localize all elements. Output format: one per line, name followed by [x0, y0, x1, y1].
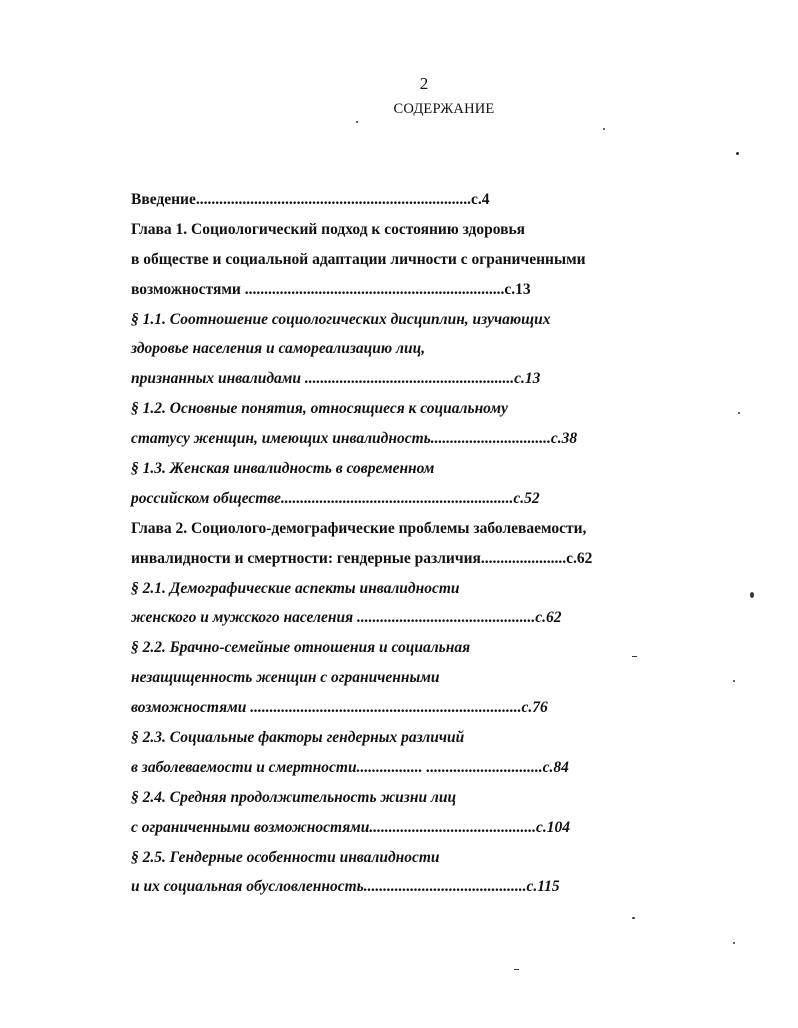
toc-entry: незащищенность женщин с ограниченными: [131, 669, 440, 687]
scan-speck: [733, 942, 735, 944]
toc-entry: Глава 2. Социолого-демографические проблемы заболеваемости,: [131, 519, 587, 537]
toc-entry: § 2.3. Социальные факторы гендерных различий: [131, 729, 465, 747]
scan-speck: [733, 680, 735, 682]
scan-speck: [632, 656, 637, 657]
scan-speck: [603, 128, 605, 130]
toc-entry: § 2.1. Демографические аспекты инвалидности: [131, 579, 460, 597]
toc-entry: российском обществе............................................................с.52: [131, 489, 540, 507]
toc-entry: статусу женщин, имеющих инвалидность...............................с.38: [131, 430, 578, 448]
page-title: СОДЕРЖАНИЕ: [393, 101, 495, 117]
toc-entry: § 2.5. Гендерные особенности инвалидности: [131, 848, 440, 866]
toc-entry: и их социальная обусловленность..........................................с.115: [131, 878, 560, 896]
scan-speck: [736, 152, 739, 155]
toc-entry: § 1.1. Соотношение социологических дисциплин, изучающих: [131, 310, 551, 328]
scan-speck: [738, 412, 740, 414]
table-of-contents: [131, 187, 711, 904]
toc-entry: Введение.......................................................................с.4: [131, 191, 490, 208]
toc-entry: в обществе и социальной адаптации личности с ограниченными: [131, 250, 586, 268]
scan-speck: [632, 917, 635, 919]
toc-entry: возможностями ......................................................................с.76: [131, 699, 548, 717]
toc-entry: Глава 1. Социологический подход к состоянию здоровья: [131, 220, 526, 238]
toc-entry: женского и мужского населения ..............................................с.62: [131, 609, 562, 627]
toc-entry: § 2.2. Брачно-семейные отношения и социальная: [131, 639, 471, 657]
toc-entry: в заболеваемости и смертности................. ..............................с.84: [131, 758, 569, 776]
page-number: 2: [419, 74, 429, 93]
toc-entry: здоровье населения и самореализацию лиц,: [131, 340, 426, 358]
toc-entry: признанных инвалидами ......................................................с.13: [131, 370, 541, 388]
toc-entry: § 1.2. Основные понятия, относящиеся к социальному: [131, 400, 508, 418]
toc-entry: § 2.4. Средняя продолжительность жизни лиц: [131, 788, 457, 806]
scan-speck: [514, 969, 519, 970]
scan-speck: [356, 121, 358, 123]
toc-entry: инвалидности и смертности: гендерные различия......................с.62: [131, 549, 593, 567]
toc-entry: с ограниченными возможностями...........................................с.104: [131, 818, 571, 836]
toc-entry: § 1.3. Женская инвалидность в современном: [131, 460, 435, 478]
toc-entry: возможностями ...................................................................с.13: [131, 280, 531, 298]
scan-speck: [750, 592, 754, 598]
